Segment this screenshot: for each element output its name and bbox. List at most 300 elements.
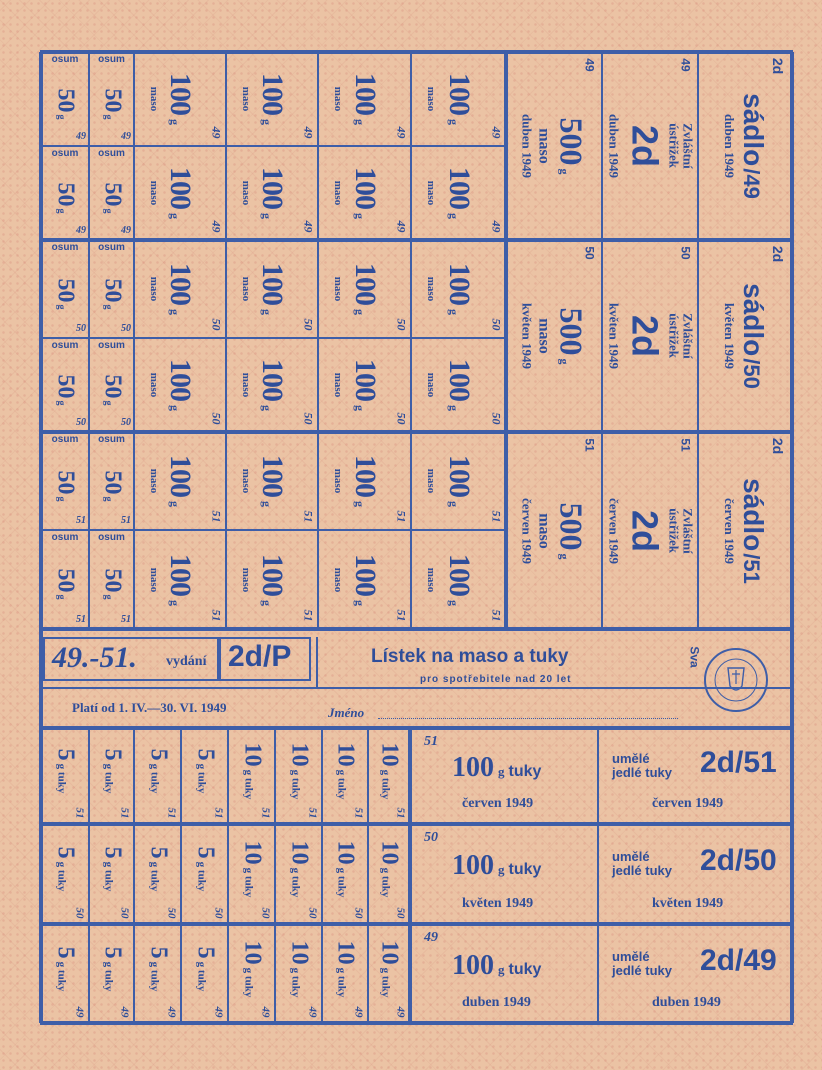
unit: g xyxy=(352,119,367,125)
fat-100g-coupon xyxy=(410,728,598,824)
amount: 100 xyxy=(348,455,382,497)
item: maso xyxy=(535,318,553,354)
item: maso xyxy=(148,567,161,592)
fat-small-label xyxy=(191,946,218,991)
unit: g xyxy=(446,501,461,507)
meat-100g-label xyxy=(442,263,476,315)
period-number: 51 xyxy=(118,807,131,819)
lard-label xyxy=(721,283,769,389)
amount: 100 xyxy=(442,359,476,401)
fat-small-coupon xyxy=(41,728,89,824)
item: g tuky xyxy=(242,769,254,800)
meat-100g-coupon xyxy=(134,52,226,146)
period-number: 50 xyxy=(394,318,409,331)
meat-500g-label xyxy=(519,497,590,563)
lard-word: sádlo xyxy=(738,477,769,551)
item: maso xyxy=(425,468,438,494)
meat-50g-label xyxy=(52,470,79,501)
month: červen 1949 xyxy=(462,796,534,811)
item: maso xyxy=(240,276,253,302)
item-osum: osum xyxy=(51,54,79,65)
item: maso xyxy=(148,276,161,302)
meat-100g-label xyxy=(163,359,197,411)
lard-code: /50 xyxy=(739,358,764,389)
divider xyxy=(316,637,318,688)
unit: g xyxy=(557,168,572,175)
amount: 50 xyxy=(99,470,125,495)
fat-small-coupon xyxy=(368,924,410,1023)
meat-50g-coupon xyxy=(41,52,89,146)
amount: 100 xyxy=(442,455,476,497)
unit: g xyxy=(260,405,274,411)
period-number: 51 xyxy=(489,609,504,622)
month: květen 1949 xyxy=(519,302,535,370)
amount: 50 xyxy=(99,374,125,399)
month: červen 1949 xyxy=(652,796,724,811)
fat-small-label xyxy=(52,946,79,991)
month: červen 1949 xyxy=(519,497,535,564)
amount: 10 xyxy=(286,940,312,965)
unit: g xyxy=(55,496,67,502)
amount: 5 xyxy=(99,748,125,761)
meat-100g-label xyxy=(442,359,476,411)
item: maso xyxy=(332,372,345,398)
period-number: 50 xyxy=(489,318,504,331)
item: g tuky xyxy=(102,861,114,892)
period-number: 49 xyxy=(76,225,86,236)
art-lines xyxy=(612,950,672,979)
item-osum: osum xyxy=(51,340,79,351)
amount: 100 xyxy=(348,73,382,115)
period-number: 51 xyxy=(678,438,693,452)
period-number: 51 xyxy=(301,510,316,523)
amount: 500 xyxy=(553,502,590,550)
item: g tuky xyxy=(195,961,207,991)
item: maso xyxy=(535,512,553,549)
lard-label xyxy=(721,478,769,584)
meat-100g-coupon xyxy=(134,432,226,530)
item: g tuky xyxy=(379,967,392,997)
card-subtitle: pro spotřebitele nad 20 let xyxy=(420,674,572,685)
special-lines xyxy=(666,313,695,359)
lard-coupon xyxy=(698,240,792,432)
special-code: 2d xyxy=(624,124,666,168)
amount: 10 xyxy=(376,940,403,965)
amount: 10 xyxy=(332,742,359,767)
meat-100g-coupon xyxy=(134,240,226,338)
item: maso xyxy=(148,180,161,206)
period-number: 49 xyxy=(118,1006,131,1018)
meat-100g-coupon xyxy=(318,52,411,146)
meat-100g-label xyxy=(255,167,289,219)
fat-small-label xyxy=(98,946,125,991)
fat-100g-main xyxy=(452,950,541,982)
amount: 50 xyxy=(99,88,125,113)
fat-small-coupon xyxy=(89,728,134,824)
item-osum: osum xyxy=(98,434,125,445)
period-number: 51 xyxy=(209,609,224,622)
amount: 100 xyxy=(452,752,494,783)
meat-50g-label xyxy=(52,278,79,309)
lard-code: /49 xyxy=(739,168,764,199)
fat-small-label xyxy=(98,847,125,892)
card-code: 2d/P xyxy=(228,640,292,673)
item: g tuky xyxy=(102,961,114,991)
fat-100g-main xyxy=(452,752,541,784)
meat-50g-label xyxy=(98,374,125,405)
amount: 100 xyxy=(164,263,197,305)
unit: g xyxy=(102,496,113,502)
period-number: 50 xyxy=(209,318,224,331)
period-number: 51 xyxy=(394,609,409,622)
period-number: 49 xyxy=(352,1006,365,1018)
art-lines xyxy=(612,850,672,879)
item: g tuky xyxy=(242,867,254,898)
unit: g xyxy=(446,119,461,125)
lard-corner: 2d xyxy=(769,57,786,75)
special-top xyxy=(666,508,695,554)
unit: g xyxy=(102,304,113,310)
special-line: ústřižek xyxy=(666,123,681,169)
item: maso xyxy=(535,128,553,164)
amount: 50 xyxy=(52,182,79,207)
name-field[interactable] xyxy=(378,718,678,719)
art-lines xyxy=(612,752,672,781)
period-number: 49 xyxy=(259,1006,272,1018)
lard-label xyxy=(721,93,769,199)
fat-small-coupon xyxy=(228,924,275,1023)
validity: Platí od 1. IV.—30. VI. 1949 xyxy=(72,700,227,715)
special-line: Zvláštní xyxy=(680,507,696,554)
period-number: 50 xyxy=(582,246,597,260)
unit: g xyxy=(168,213,182,219)
meat-100g-label xyxy=(255,554,289,606)
unit: g xyxy=(260,599,274,606)
meat-100g-coupon xyxy=(411,240,506,338)
meat-100g-label xyxy=(442,554,476,606)
item: maso xyxy=(240,180,253,206)
meat-100g-label xyxy=(348,167,382,219)
unit: g xyxy=(55,400,67,406)
period-number: 51 xyxy=(76,515,86,526)
period-number: 51 xyxy=(165,807,178,819)
item: tuky xyxy=(508,960,542,978)
amount: 10 xyxy=(239,840,265,865)
item: maso xyxy=(332,86,345,112)
period-number: 51 xyxy=(424,734,438,749)
meat-500g-coupon xyxy=(506,240,602,432)
edition-number: 49.-51. xyxy=(52,641,137,674)
lard-corner: 2d xyxy=(769,437,786,455)
month: červen 1949 xyxy=(606,497,622,564)
period-number: 50 xyxy=(424,830,438,845)
meat-100g-coupon xyxy=(134,530,226,629)
fat-small-label xyxy=(332,841,359,898)
art-line: umělé xyxy=(612,849,650,864)
amount: 100 xyxy=(164,167,197,209)
meat-100g-coupon xyxy=(318,338,411,432)
amount: 5 xyxy=(52,946,79,959)
period-number: 51 xyxy=(582,438,597,452)
unit: g xyxy=(446,309,461,315)
unit: g xyxy=(168,119,182,125)
amount: 5 xyxy=(192,846,218,859)
period-number: 49 xyxy=(165,1006,178,1018)
special-line: ústřižek xyxy=(666,313,681,359)
meat-100g-coupon xyxy=(318,146,411,240)
period-number: 49 xyxy=(489,126,504,139)
fat-100g-coupon xyxy=(410,824,598,924)
fat-small-label xyxy=(144,847,171,892)
amount-line xyxy=(553,308,590,365)
item: g tuky xyxy=(379,867,392,898)
period-number: 50 xyxy=(259,907,272,919)
item: maso xyxy=(425,180,438,206)
fat-small-coupon xyxy=(368,728,410,824)
unit: g xyxy=(352,309,367,315)
amount: 100 xyxy=(442,263,476,305)
amount: 5 xyxy=(52,846,79,859)
meat-50g-label xyxy=(98,569,125,600)
period-number: 49 xyxy=(424,930,438,945)
special-label xyxy=(606,114,695,178)
fat-small-label xyxy=(238,743,265,800)
meat-50g-label xyxy=(98,278,125,309)
amount: 10 xyxy=(376,742,403,767)
period-number: 51 xyxy=(73,807,86,819)
meat-500g-label xyxy=(519,114,590,178)
item: g tuky xyxy=(195,763,207,794)
fat-small-coupon xyxy=(228,824,275,924)
lard-coupon xyxy=(698,52,792,240)
fat-small-label xyxy=(98,749,125,794)
item: maso xyxy=(332,276,345,302)
fat-small-coupon xyxy=(134,728,181,824)
period-number: 50 xyxy=(209,412,224,425)
month: květen 1949 xyxy=(606,302,622,370)
meat-100g-label xyxy=(163,554,197,606)
amount: 5 xyxy=(52,748,79,761)
lard-coupon xyxy=(698,432,792,629)
unit: g xyxy=(446,213,461,219)
meat-100g-coupon xyxy=(318,530,411,629)
unit: g xyxy=(498,764,505,779)
period-number: 51 xyxy=(121,515,131,526)
meat-100g-label xyxy=(163,73,197,125)
period-number: 51 xyxy=(306,807,319,819)
fat-small-label xyxy=(376,940,403,997)
period-number: 50 xyxy=(301,412,316,425)
period-number: 49 xyxy=(306,1006,319,1018)
period-number: 50 xyxy=(489,412,504,425)
special-code: 2d xyxy=(624,314,666,357)
amount: 100 xyxy=(256,359,289,401)
meat-100g-coupon xyxy=(226,530,318,629)
meat-50g-label xyxy=(98,182,125,213)
period-number: 49 xyxy=(209,126,224,139)
period-number: 49 xyxy=(121,225,131,236)
meat-100g-label xyxy=(442,167,476,219)
item: g tuky xyxy=(102,763,114,794)
meat-50g-coupon xyxy=(89,432,134,530)
fat-small-label xyxy=(191,847,218,892)
lard-main xyxy=(737,283,769,389)
item: maso xyxy=(148,468,161,494)
meat-100g-coupon xyxy=(226,146,318,240)
fat-small-coupon xyxy=(275,824,322,924)
unit: g xyxy=(55,594,67,600)
fat-100g-coupon xyxy=(410,924,598,1023)
item: maso xyxy=(240,372,253,398)
period-number: 51 xyxy=(212,807,225,819)
period-number: 50 xyxy=(76,417,86,428)
month: květen 1949 xyxy=(652,896,724,911)
item: maso xyxy=(240,86,253,112)
period-number: 49 xyxy=(73,1006,86,1018)
amount-line xyxy=(553,502,590,559)
item: g tuky xyxy=(335,769,348,800)
amount: 100 xyxy=(442,167,476,209)
meat-500g-coupon xyxy=(506,52,602,240)
item: g tuky xyxy=(148,861,160,892)
meat-50g-coupon xyxy=(89,240,134,338)
meat-100g-coupon xyxy=(411,146,506,240)
unit: g xyxy=(168,309,182,315)
unit: g xyxy=(102,114,113,120)
period-number: 51 xyxy=(489,510,504,523)
unit: g xyxy=(55,304,67,310)
meat-50g-coupon xyxy=(89,338,134,432)
special-code: 2d xyxy=(624,509,666,552)
special-lines xyxy=(666,123,695,169)
fat-small-coupon xyxy=(41,824,89,924)
meat-50g-label xyxy=(52,88,79,119)
art-code: 2d/51 xyxy=(700,746,777,779)
period-number: 50 xyxy=(306,907,319,919)
meat-50g-label xyxy=(52,374,79,405)
special-coupon xyxy=(602,240,698,432)
amount: 100 xyxy=(256,167,289,209)
item: maso xyxy=(425,276,438,302)
amount: 100 xyxy=(256,263,289,305)
fat-small-label xyxy=(285,940,312,997)
item-osum: osum xyxy=(98,148,125,159)
meat-500g-label xyxy=(519,303,590,369)
item: maso xyxy=(425,86,438,112)
amount: 10 xyxy=(239,940,265,965)
period-number: 49 xyxy=(582,58,597,72)
amount: 5 xyxy=(99,946,125,959)
period-number: 51 xyxy=(76,614,86,625)
art-code: 2d/49 xyxy=(700,943,777,977)
item: g tuky xyxy=(55,763,68,794)
art-line: umělé xyxy=(612,948,650,964)
special-coupon xyxy=(602,432,698,629)
meat-50g-label xyxy=(98,470,125,501)
meat-100g-coupon xyxy=(411,52,506,146)
meat-100g-label xyxy=(348,455,382,507)
fat-small-coupon xyxy=(89,824,134,924)
meat-100g-label xyxy=(348,554,382,606)
meat-100g-label xyxy=(255,359,289,411)
amount: 50 xyxy=(52,568,79,593)
unit: g xyxy=(260,309,274,315)
meat-50g-coupon xyxy=(41,432,89,530)
period-number: 51 xyxy=(301,609,316,622)
meat-100g-coupon xyxy=(411,530,506,629)
item: maso xyxy=(240,468,253,494)
meat-100g-coupon xyxy=(318,240,411,338)
period-number: 49 xyxy=(209,220,224,233)
month: květen 1949 xyxy=(722,302,737,370)
unit: g xyxy=(446,599,461,606)
item: maso xyxy=(240,567,253,592)
meat-100g-label xyxy=(348,73,382,125)
meat-100g-label xyxy=(348,263,382,315)
period-number: 51 xyxy=(121,614,131,625)
special-lines xyxy=(666,508,695,554)
fat-small-coupon xyxy=(134,924,181,1023)
meat-100g-label xyxy=(348,359,382,411)
amount: 50 xyxy=(52,470,79,495)
fat-small-label xyxy=(376,743,403,800)
artificial-fat-coupon xyxy=(598,924,792,1023)
unit: g xyxy=(102,594,113,600)
name-label: Jméno xyxy=(328,705,365,720)
meat-100g-coupon xyxy=(226,338,318,432)
amount: 100 xyxy=(164,359,197,401)
unit: g xyxy=(352,405,367,411)
item: g tuky xyxy=(289,867,301,898)
art-line: jedlé tuky xyxy=(612,863,672,879)
amount: 100 xyxy=(348,263,382,305)
amount: 100 xyxy=(452,949,494,981)
month: duben 1949 xyxy=(722,114,737,178)
fat-small-label xyxy=(285,743,312,800)
period-number: 51 xyxy=(394,510,409,523)
amount: 50 xyxy=(99,182,125,207)
item: maso xyxy=(148,372,161,398)
meat-100g-label xyxy=(442,73,476,125)
lard-corner: 2d xyxy=(769,245,786,263)
period-number: 49 xyxy=(301,220,316,233)
period-number: 50 xyxy=(121,417,131,428)
amount: 500 xyxy=(553,117,590,166)
fat-small-coupon xyxy=(368,824,410,924)
art-line: jedlé tuky xyxy=(612,962,672,978)
amount: 100 xyxy=(452,850,494,881)
fat-small-coupon xyxy=(322,728,368,824)
amount: 5 xyxy=(145,748,171,761)
period-number: 51 xyxy=(352,807,365,819)
item-osum: osum xyxy=(98,532,125,543)
meat-100g-coupon xyxy=(318,432,411,530)
item: g tuky xyxy=(148,961,160,991)
amount: 50 xyxy=(99,568,125,593)
fat-small-label xyxy=(52,847,79,892)
meat-100g-label xyxy=(255,263,289,315)
special-line: ústřižek xyxy=(666,507,681,553)
amount: 100 xyxy=(348,167,382,209)
meat-100g-label xyxy=(255,455,289,507)
unit: g xyxy=(260,501,274,507)
period-number: 49 xyxy=(394,220,409,233)
item: maso xyxy=(332,468,345,494)
period-number: 49 xyxy=(678,58,693,72)
fat-small-coupon xyxy=(134,824,181,924)
meat-50g-coupon xyxy=(89,146,134,240)
meat-100g-label xyxy=(163,263,197,315)
